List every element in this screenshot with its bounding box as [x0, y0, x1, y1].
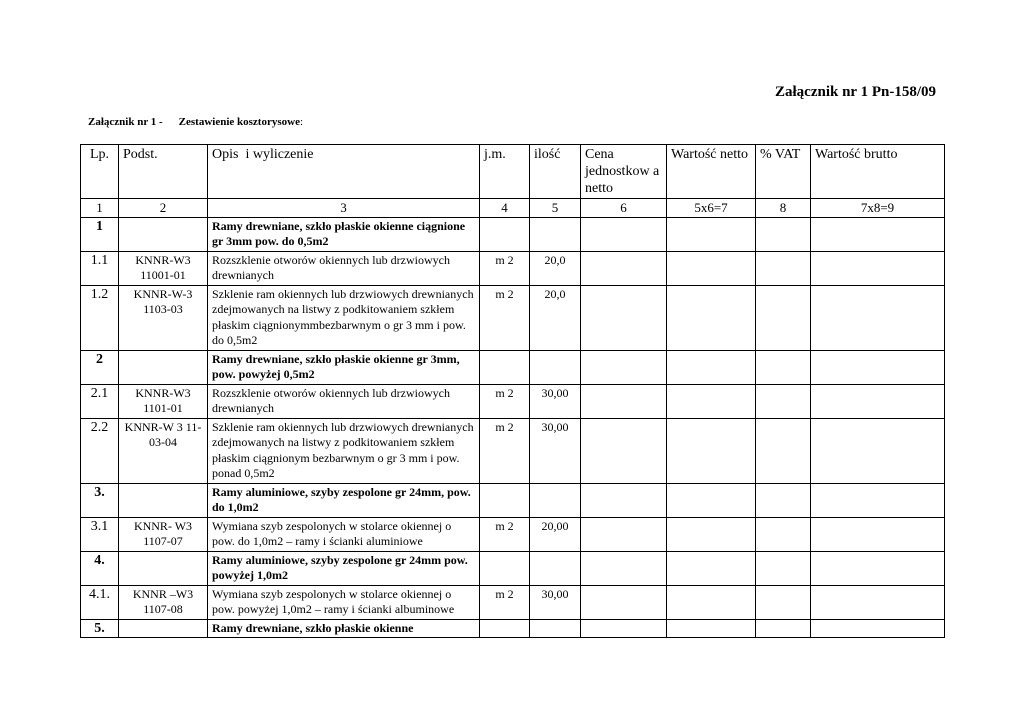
row-opis: Ramy drewniane, szkło płaskie okienne ciągnione gr 3mm pow. do 0,5m2 — [208, 217, 480, 251]
row-podst: KNNR-W3 11001-01 — [119, 251, 208, 285]
column-header-wartosc-brutto: Wartość brutto — [811, 145, 945, 199]
row-cena — [581, 418, 667, 483]
row-podst — [119, 483, 208, 517]
row-jm: m 2 — [480, 418, 530, 483]
row-opis: Wymiana szyb zespolonych w stolarce okiennej o pow. powyżej 1,0m2 – ramy i ścianki albuminowe — [208, 585, 480, 619]
document-reference: Załącznik nr 1 Pn-158/09 — [775, 84, 936, 100]
row-wartosc-brutto — [811, 350, 945, 384]
row-ilosc — [530, 551, 581, 585]
column-header-cena: Cena jednostkow a netto — [581, 145, 667, 199]
row-ilosc — [530, 619, 581, 638]
row-wartosc-brutto — [811, 217, 945, 251]
row-podst: KNNR-W3 1101-01 — [119, 384, 208, 418]
row-wartosc-netto — [667, 384, 756, 418]
row-lp: 2 — [81, 350, 119, 384]
row-opis: Rozszklenie otworów okiennych lub drzwiowych drewnianych — [208, 251, 480, 285]
row-podst — [119, 551, 208, 585]
row-cena — [581, 517, 667, 551]
column-header-jm: j.m. — [480, 145, 530, 199]
column-header-wartosc-netto: Wartość netto — [667, 145, 756, 199]
row-opis: Rozszklenie otworów okiennych lub drzwiowych drewnianych — [208, 384, 480, 418]
row-wartosc-brutto — [811, 517, 945, 551]
section-row — [81, 350, 945, 384]
row-lp: 4.1. — [81, 585, 119, 619]
row-ilosc: 20,0 — [530, 285, 581, 350]
row-cena — [581, 384, 667, 418]
row-lp: 1 — [81, 217, 119, 251]
row-wartosc-brutto — [811, 585, 945, 619]
row-wartosc-netto — [667, 619, 756, 638]
row-vat — [756, 217, 811, 251]
row-ilosc — [530, 483, 581, 517]
row-wartosc-netto — [667, 217, 756, 251]
row-vat — [756, 350, 811, 384]
row-jm — [480, 217, 530, 251]
row-jm: m 2 — [480, 285, 530, 350]
row-lp: 5. — [81, 619, 119, 638]
row-wartosc-netto — [667, 251, 756, 285]
row-opis: Ramy aluminiowe, szyby zespolone gr 24mm pow. powyżej 1,0m2 — [208, 551, 480, 585]
row-opis: Wymiana szyb zespolonych w stolarce okiennej o pow. do 1,0m2 – ramy i ścianki aluminiowe — [208, 517, 480, 551]
row-vat — [756, 483, 811, 517]
row-jm — [480, 551, 530, 585]
row-jm: m 2 — [480, 517, 530, 551]
table-header-row — [81, 145, 945, 199]
table-row — [81, 585, 945, 619]
row-jm: m 2 — [480, 251, 530, 285]
column-number-row — [81, 199, 945, 218]
row-vat — [756, 384, 811, 418]
row-opis: Ramy drewniane, szkło płaskie okienne gr 3mm, pow. powyżej 0,5m2 — [208, 350, 480, 384]
row-wartosc-netto — [667, 418, 756, 483]
row-podst: KNNR –W3 1107-08 — [119, 585, 208, 619]
row-vat — [756, 585, 811, 619]
row-vat — [756, 285, 811, 350]
row-wartosc-brutto — [811, 619, 945, 638]
row-jm: m 2 — [480, 585, 530, 619]
subtitle-text: Zestawienie kosztorysowe — [178, 116, 300, 128]
row-vat — [756, 517, 811, 551]
row-lp: 3. — [81, 483, 119, 517]
row-wartosc-brutto — [811, 483, 945, 517]
row-podst — [119, 217, 208, 251]
row-ilosc: 30,00 — [530, 418, 581, 483]
row-lp: 3.1 — [81, 517, 119, 551]
column-header-vat: % VAT — [756, 145, 811, 199]
row-ilosc — [530, 217, 581, 251]
row-jm: m 2 — [480, 384, 530, 418]
row-ilosc — [530, 350, 581, 384]
row-opis: Ramy drewniane, szkło płaskie okienne — [208, 619, 480, 638]
row-opis: Ramy aluminiowe, szyby zespolone gr 24mm, pow. do 1,0m2 — [208, 483, 480, 517]
row-lp: 2.1 — [81, 384, 119, 418]
row-cena — [581, 585, 667, 619]
row-podst: KNNR- W3 1107-07 — [119, 517, 208, 551]
table-row — [81, 251, 945, 285]
column-number: 5 — [530, 199, 581, 218]
column-number: 1 — [81, 199, 119, 218]
cost-estimate-table — [80, 144, 945, 638]
row-wartosc-netto — [667, 350, 756, 384]
row-wartosc-brutto — [811, 251, 945, 285]
section-row — [81, 217, 945, 251]
table-row — [81, 384, 945, 418]
row-vat — [756, 251, 811, 285]
row-wartosc-brutto — [811, 551, 945, 585]
row-jm — [480, 350, 530, 384]
row-wartosc-netto — [667, 517, 756, 551]
row-ilosc: 20,00 — [530, 517, 581, 551]
section-row — [81, 619, 945, 638]
row-jm — [480, 619, 530, 638]
row-lp: 4. — [81, 551, 119, 585]
column-number: 3 — [208, 199, 480, 218]
column-header-lp: Lp. — [81, 145, 119, 199]
column-header-ilosc: ilość — [530, 145, 581, 199]
row-ilosc: 30,00 — [530, 585, 581, 619]
row-wartosc-netto — [667, 483, 756, 517]
row-wartosc-netto — [667, 585, 756, 619]
column-number: 8 — [756, 199, 811, 218]
row-lp: 2.2 — [81, 418, 119, 483]
row-opis: Szklenie ram okiennych lub drzwiowych drewnianych zdejmowanych na listwy z podkitowaniem szkłem płaskim ciągnionym bezbarwnym o gr 3 mm i pow. ponad 0,5m2 — [208, 418, 480, 483]
table-row — [81, 517, 945, 551]
row-podst: KNNR-W 3 11-03-04 — [119, 418, 208, 483]
row-cena — [581, 350, 667, 384]
column-number: 2 — [119, 199, 208, 218]
column-number: 6 — [581, 199, 667, 218]
column-number: 4 — [480, 199, 530, 218]
row-cena — [581, 551, 667, 585]
section-row — [81, 551, 945, 585]
row-cena — [581, 619, 667, 638]
row-podst — [119, 619, 208, 638]
document-subtitle — [88, 116, 303, 128]
column-header-opis: Opis i wyliczenie — [208, 145, 480, 199]
row-wartosc-brutto — [811, 418, 945, 483]
row-wartosc-netto — [667, 285, 756, 350]
row-ilosc: 20,0 — [530, 251, 581, 285]
column-header-podst: Podst. — [119, 145, 208, 199]
row-opis: Szklenie ram okiennych lub drzwiowych drewnianych zdejmowanych na listwy z podkitowaniem szkłem płaskim ciągnionymmbezbarwnym o gr 3 mm i pow. do 0,5m2 — [208, 285, 480, 350]
row-cena — [581, 483, 667, 517]
row-wartosc-netto — [667, 551, 756, 585]
row-cena — [581, 285, 667, 350]
subtitle-label: Załącznik nr 1 - — [88, 116, 163, 128]
row-cena — [581, 251, 667, 285]
section-row — [81, 483, 945, 517]
column-number: 5x6=7 — [667, 199, 756, 218]
row-ilosc: 30,00 — [530, 384, 581, 418]
row-vat — [756, 418, 811, 483]
row-vat — [756, 619, 811, 638]
row-podst: KNNR-W-3 1103-03 — [119, 285, 208, 350]
row-jm — [480, 483, 530, 517]
table-row — [81, 418, 945, 483]
column-number: 7x8=9 — [811, 199, 945, 218]
row-podst — [119, 350, 208, 384]
row-cena — [581, 217, 667, 251]
row-lp: 1.1 — [81, 251, 119, 285]
row-wartosc-brutto — [811, 384, 945, 418]
row-lp: 1.2 — [81, 285, 119, 350]
row-wartosc-brutto — [811, 285, 945, 350]
table-row — [81, 285, 945, 350]
row-vat — [756, 551, 811, 585]
subtitle-colon: : — [299, 116, 304, 128]
